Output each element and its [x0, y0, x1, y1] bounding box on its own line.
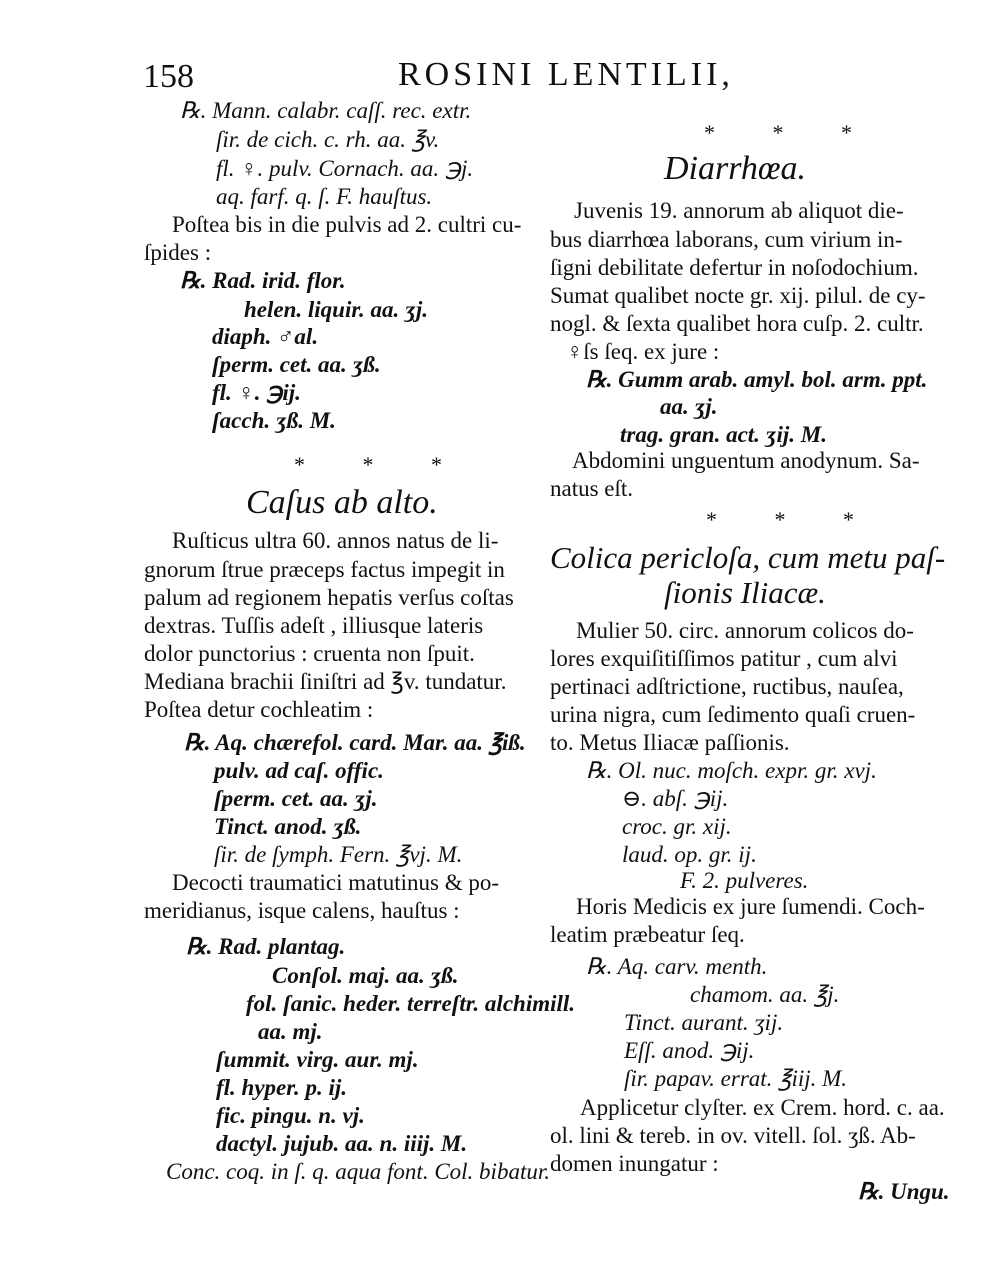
section-stars: * * *: [706, 507, 880, 532]
text-line: dextras. Tuſſis adeſt , illiusque lateris: [144, 613, 484, 638]
text-line: laud. op. gr. ij.: [622, 842, 757, 867]
page-number: 158: [143, 58, 194, 95]
section-stars: * * *: [294, 452, 468, 477]
text-line: urina nigra, cum ſedimento quaſi cruen-: [550, 702, 916, 727]
section-heading: Colica pericloſa, cum metu paſ-: [550, 540, 946, 575]
text-line: Poſtea detur cochleatim :: [144, 697, 374, 722]
text-line: to. Metus Iliacæ paſſionis.: [550, 730, 790, 755]
text-line: ℞. Aq. chærefol. card. Mar. aa. ℥iß.: [184, 730, 526, 755]
text-line: leatim præbeatur ſeq.: [550, 922, 745, 947]
catchword: ℞. Ungu.: [858, 1179, 950, 1204]
text-line: ſacch. ʒß. M.: [212, 408, 336, 433]
text-line: meridianus, isque calens, hauſtus :: [144, 898, 460, 923]
text-line: ♀ſs ſeq. ex jure :: [566, 339, 720, 364]
text-line: Sumat qualibet nocte gr. xij. pilul. de cy-: [550, 283, 926, 308]
text-line: natus eſt.: [550, 476, 634, 501]
text-line: Conſol. maj. aa. ʒß.: [272, 963, 459, 988]
text-line: fl. ♀. ℈ij.: [212, 380, 301, 405]
text-line: aa. ʒj.: [660, 394, 718, 419]
text-line: palum ad regionem hepatis verſus coſtas: [144, 585, 514, 610]
text-line: Conc. coq. in ſ. q. aqua font. Col. bibatur.: [166, 1159, 550, 1184]
text-line: bus diarrhœa laborans, cum virium in-: [550, 227, 903, 252]
section-heading: Caſus ab alto.: [246, 484, 438, 521]
text-line: Juvenis 19. annorum ab aliquot die-: [574, 198, 904, 223]
text-line: dactyl. jujub. aa. n. iiij. M.: [216, 1131, 468, 1156]
text-line: ſperm. cet. aa. ʒß.: [212, 352, 381, 377]
section-heading-continued: ſionis Iliacæ.: [664, 575, 826, 610]
text-line: trag. gran. act. ʒij. M.: [620, 422, 827, 447]
text-line: ℞. Mann. calabr. caſſ. rec. extr.: [180, 98, 472, 123]
text-line: ſir. de cich. c. rh. aa. ℥v.: [216, 127, 440, 152]
text-line: fic. pingu. n. vj.: [216, 1103, 365, 1128]
text-line: ℞. Aq. carv. menth.: [586, 954, 768, 979]
text-line: Poſtea bis in die pulvis ad 2. cultri cu-: [172, 212, 522, 237]
section-heading: Diarrhœa.: [664, 150, 807, 187]
running-title: ROSINI LENTILII,: [398, 56, 734, 93]
text-line: ſummit. virg. aur. mj.: [216, 1047, 419, 1072]
text-line: Ruſticus ultra 60. annos natus de li-: [172, 528, 499, 553]
text-line: Tinct. aurant. ʒij.: [624, 1010, 784, 1035]
text-line: aa. mj.: [258, 1019, 323, 1044]
text-line: croc. gr. xij.: [622, 814, 732, 839]
text-line: ℞. Rad. plantag.: [186, 934, 346, 959]
text-line: ſperm. cet. aa. ʒj.: [214, 786, 378, 811]
text-line: pertinaci adſtrictione, ructibus, nauſea,: [550, 674, 904, 699]
text-line: Applicetur clyſter. ex Crem. hord. c. aa.: [580, 1095, 945, 1120]
text-line: Horis Medicis ex jure ſumendi. Coch-: [576, 894, 925, 919]
text-line: chamom. aa. ℥j.: [690, 982, 840, 1007]
text-line: lores exquiſitiſſimos patitur , cum alvi: [550, 646, 898, 671]
text-line: ℞. Ol. nuc. moſch. expr. gr. xvj.: [586, 758, 877, 783]
text-line: Eſſ. anod. ℈ij.: [624, 1038, 755, 1063]
text-line: Abdomini unguentum anodynum. Sa-: [572, 448, 920, 473]
text-line: ℞. Rad. irid. flor.: [180, 268, 346, 293]
section-stars: * * *: [704, 120, 878, 145]
text-line: ſir. de ſymph. Fern. ℥vj. M.: [214, 842, 463, 867]
text-line: ſir. papav. errat. ℥iij. M.: [624, 1066, 848, 1091]
text-line: domen inungatur :: [550, 1151, 719, 1176]
text-line: diaph. ♂al.: [212, 324, 319, 349]
text-line: Decocti traumatici matutinus & po-: [172, 870, 500, 895]
text-line: Mediana brachii ſiniſtri ad ℥v. tundatur.: [144, 669, 507, 694]
text-line: fl. hyper. p. ij.: [216, 1075, 347, 1100]
text-line: ℞. Gumm arab. amyl. bol. arm. ppt.: [586, 367, 928, 392]
text-line: pulv. ad caſ. offic.: [214, 758, 384, 783]
text-line: ⊖. abſ. ℈ij.: [622, 786, 729, 811]
text-line: F. 2. pulveres.: [680, 868, 809, 893]
text-line: fol. ſanic. heder. terreſtr. alchimill.: [246, 991, 576, 1016]
text-line: aq. farf. q. ſ. F. hauſtus.: [216, 184, 433, 209]
text-line: ol. lini & tereb. in ov. vitell. ſol. ʒß. Ab-: [550, 1123, 916, 1148]
text-line: helen. liquir. aa. ʒj.: [244, 297, 429, 322]
text-line: fl. ♀. pulv. Cornach. aa. ℈j.: [216, 156, 474, 181]
text-line: Mulier 50. circ. annorum colicos do-: [576, 618, 914, 643]
text-line: ſpides :: [144, 240, 212, 265]
text-line: gnorum ſtrue præceps factus impegit in: [144, 557, 505, 582]
text-line: ſigni debilitate defertur in noſodochium.: [550, 255, 919, 280]
text-line: Tinct. anod. ʒß.: [214, 814, 362, 839]
text-line: dolor punctorius : cruenta non ſpuit.: [144, 641, 475, 666]
text-line: nogl. & ſexta qualibet hora cuſp. 2. cultr.: [550, 311, 924, 336]
